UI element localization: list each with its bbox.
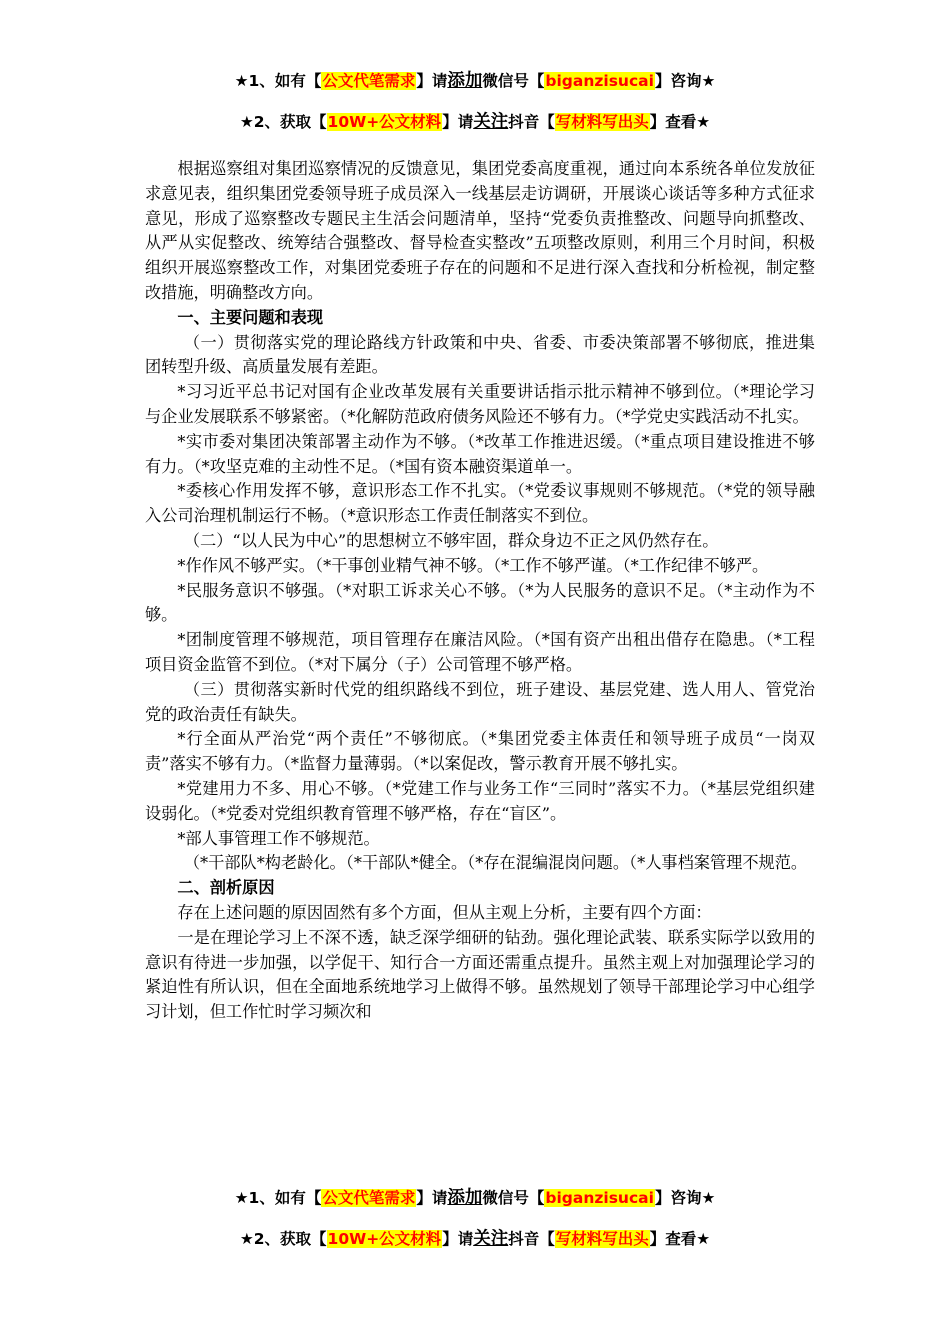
promo-banner-top-2 — [0, 111, 950, 133]
list-item: *委核心作用发挥不够，意识形态工作不扎实。（*党委议事规则不够规范。（*党的领导融入公司治理机制运行不畅。（*意识形态工作责任制落实不到位。 — [145, 481, 815, 526]
promo-text: 抖音【 — [508, 1230, 555, 1248]
promo-emphasis: 添加 — [447, 1188, 483, 1208]
intro-paragraph: 根据巡察组对集团巡察情况的反馈意见，集团党委高度重视，通过向本系统各单位发放征求意见表，组织集团党委领导班子成员深入一线基层走访调研，开展谈心谈话等多种方式征求意见，形成了巡察整改专题民主生活会问题清单，坚持“党委负责推整改、问题导向抓整改、从严从实促整改、统筹结合强整改、督导检查实整改”五项整改原则，利用三个月时间，积极组织开展巡察整改工作，对集团党委班子存在的问题和不足进行深入查找和分析检视，制定整改措施，明确整改方向。 — [145, 159, 815, 302]
promo-text: 】查看★ — [649, 113, 711, 131]
promo-text: 】查看★ — [649, 1230, 711, 1248]
list-item: *作作风不够严实。（*干事创业精气神不够。（*工作不够严谨。（*工作纪律不够严。 — [177, 555, 769, 575]
section-heading-problems: 一、主要问题和表现 — [177, 307, 324, 327]
list-item: *民服务意识不够强。（*对职工诉求关心不够。（*为人民服务的意识不足。（*主动作为不够。 — [145, 580, 815, 625]
cause-paragraph-1: 一是在理论学习上不深不透，缺乏深学细研的钻劲。强化理论武装、联系实际学以致用的意识有待进一步加强，以学促干、知行合一方面还需重点提升。虽然主观上对加强理论学习的紧迫性有所认识，但在全面地系统地学习上做得不够。虽然规划了领导干部理论学习中心组学习计划，但工作忙时学习频次和 — [145, 927, 815, 1022]
section-heading-causes: 二、剖析原因 — [177, 878, 275, 898]
promo-text: 抖音【 — [508, 113, 555, 131]
promo-text: ★2、获取【 — [239, 1230, 327, 1248]
promo-text: ★1、如有【 — [234, 72, 322, 90]
promo-text: 微信号【 — [482, 1189, 545, 1207]
list-item: *实市委对集团决策部署主动作为不够。（*改革工作推进迟缓。（*重点项目建设推进不够有力。（*攻坚克难的主动性不足。（*国有资本融资渠道单一。 — [145, 431, 815, 476]
list-item: *团制度管理不够规范，项目管理存在廉洁风险。（*国有资产出租出借存在隐患。（*工程项目资金监管不到位。（*对下属分（子）公司管理不够严格。 — [145, 630, 815, 674]
subsection-heading-1: （一）贯彻落实党的理论路线方针政策和中央、省委、市委决策部署不够彻底，推进集团转型升级、高质量发展有差距。 — [145, 332, 815, 377]
list-item: *党建用力不多、用心不够。（*党建工作与业务工作“三同时”落实不力。（*基层党组织建设弱化。（*党委对党组织教育管理不够严格，存在“盲区”。 — [145, 778, 815, 823]
promo-banner-bottom-2 — [0, 1228, 950, 1250]
promo-highlight: 公文代笔需求 — [322, 72, 416, 90]
subsection-heading-3: （三）贯彻落实新时代党的组织路线不到位，班子建设、基层党建、选人用人、管党治党的政治责任有缺失。 — [145, 679, 815, 724]
promo-text: 微信号【 — [482, 72, 545, 90]
promo-wechat-id: biganzisucai — [545, 1189, 654, 1207]
list-item: *部人事管理工作不够规范。 — [177, 828, 380, 848]
promo-emphasis: 关注 — [473, 112, 509, 132]
document-body — [145, 157, 815, 1025]
promo-douyin-id: 写材料写出头 — [555, 113, 649, 131]
promo-highlight: 10W+公文材料 — [327, 1230, 442, 1248]
promo-banner-top-1 — [0, 70, 950, 92]
list-item: （*干部队*构老龄化。（*干部队*健全。（*存在混编混岗问题。（*人事档案管理不规范。 — [183, 853, 808, 873]
promo-text: 】请 — [416, 72, 448, 90]
promo-text: 】咨询★ — [654, 1189, 716, 1207]
promo-text: ★1、如有【 — [234, 1189, 322, 1207]
promo-highlight: 10W+公文材料 — [327, 113, 442, 131]
promo-text: 】请 — [442, 1230, 474, 1248]
promo-text: 】咨询★ — [654, 72, 716, 90]
promo-text: ★2、获取【 — [239, 113, 327, 131]
promo-banner-bottom-1 — [0, 1187, 950, 1209]
promo-wechat-id: biganzisucai — [545, 72, 654, 90]
subsection-heading-2: （二）“以人民为中心”的思想树立不够牢固，群众身边不正之风仍然存在。 — [183, 530, 719, 550]
promo-highlight: 公文代笔需求 — [322, 1189, 416, 1207]
promo-text: 】请 — [416, 1189, 448, 1207]
list-item: *行全面从严治党“两个责任”不够彻底。（*集团党委主体责任和领导班子成员“一岗双责”落实不够有力。（*监督力量薄弱。（*以案促改，警示教育开展不够扎实。 — [145, 729, 815, 774]
promo-emphasis: 添加 — [447, 71, 483, 91]
promo-douyin-id: 写材料写出头 — [555, 1230, 649, 1248]
list-item: *习习近平总书记对国有企业改革发展有关重要讲话指示批示精神不够到位。（*理论学习与企业发展联系不够紧密。（*化解防范政府债务风险还不够有力。（*学党史实践活动不扎实。 — [145, 382, 815, 426]
causes-intro: 存在上述问题的原因固然有多个方面，但从主观上分析，主要有四个方面： — [177, 902, 712, 922]
promo-emphasis: 关注 — [473, 1229, 509, 1249]
promo-text: 】请 — [442, 113, 474, 131]
